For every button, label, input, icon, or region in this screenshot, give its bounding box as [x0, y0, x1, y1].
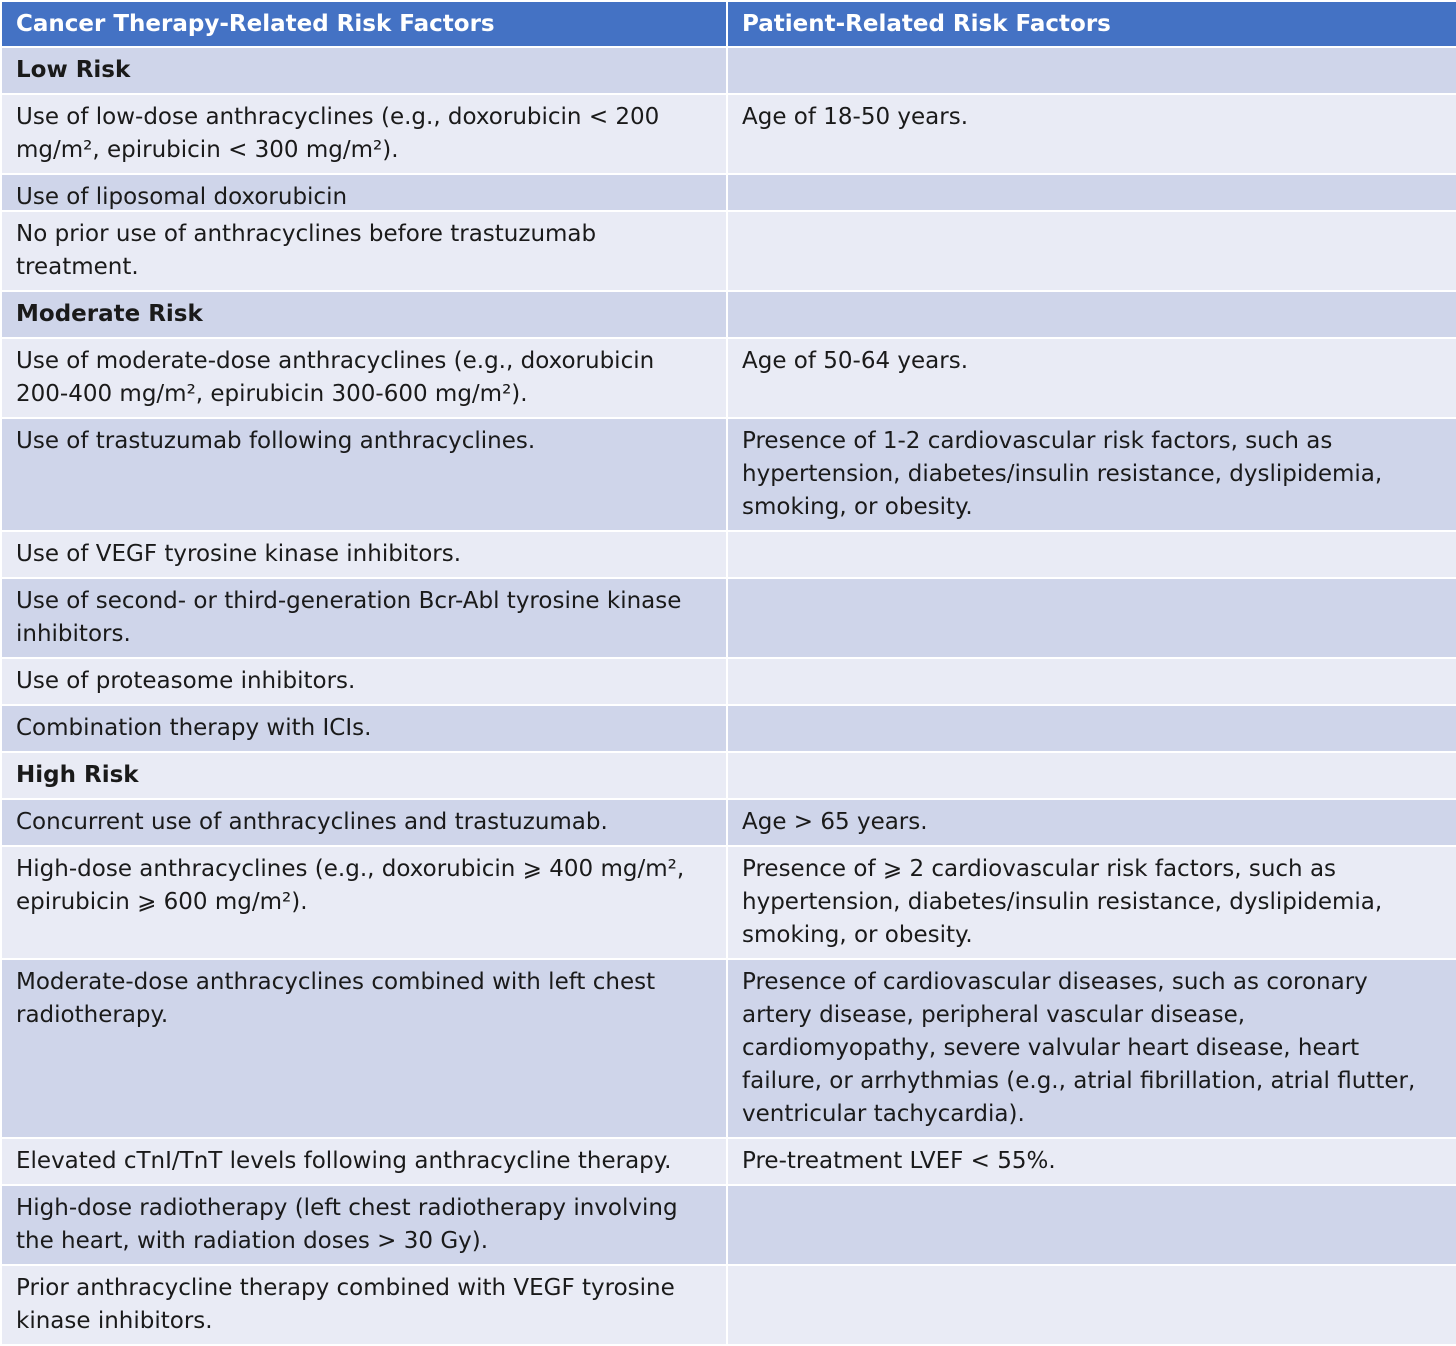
therapy-cell: High-dose anthracyclines (e.g., doxorubicin ⩾ 400 mg/m², epirubicin ⩾ 600 mg/m²). [1, 846, 727, 959]
patient-cell [727, 1185, 1456, 1265]
patient-cell [727, 211, 1456, 291]
section-label: Moderate Risk [1, 291, 727, 338]
therapy-cell [1, 174, 727, 211]
patient-cell [727, 174, 1456, 211]
table-row [1, 959, 1456, 1138]
therapy-cell: Use of low-dose anthracyclines (e.g., doxorubicin < 200 mg/m², epirubicin < 300 mg/m²). [1, 94, 727, 174]
table-row [1, 799, 1456, 846]
patient-cell [727, 705, 1456, 752]
table-row [1, 705, 1456, 752]
section-label: Low Risk [1, 47, 727, 94]
patient-cell: Age of 18-50 years. [727, 94, 1456, 174]
therapy-cell: Concurrent use of anthracyclines and trastuzumab. [1, 799, 727, 846]
therapy-cell: Use of moderate-dose anthracyclines (e.g., doxorubicin 200-400 mg/m², epirubicin 300-600 mg/m²). [1, 338, 727, 418]
section-row-high-risk [1, 752, 1456, 799]
patient-cell [727, 47, 1456, 94]
table-row [1, 338, 1456, 418]
therapy-cell: Combination therapy with ICIs. [1, 705, 727, 752]
table-row [1, 418, 1456, 531]
header-patient-risk: Patient-Related Risk Factors [727, 1, 1456, 47]
therapy-cell: Use of VEGF tyrosine kinase inhibitors. [1, 531, 727, 578]
table-row [1, 531, 1456, 578]
table-row [1, 1185, 1456, 1265]
section-row-moderate-risk [1, 291, 1456, 338]
table-row [1, 846, 1456, 959]
patient-cell [727, 578, 1456, 658]
therapy-cell: High-dose radiotherapy (left chest radiotherapy involving the heart, with radiation doses > 30 Gy). [1, 1185, 727, 1265]
patient-cell [727, 1265, 1456, 1345]
table-row [1, 174, 1456, 211]
therapy-cell: Elevated cTnI/TnT levels following anthracycline therapy. [1, 1138, 727, 1185]
therapy-cell: Moderate-dose anthracyclines combined with left chest radiotherapy. [1, 959, 727, 1138]
therapy-cell: No prior use of anthracyclines before trastuzumab treatment. [1, 211, 727, 291]
therapy-cell-text: Use of liposomal doxorubicin [16, 184, 348, 210]
patient-cell [727, 291, 1456, 338]
table-row [1, 658, 1456, 705]
table-row [1, 578, 1456, 658]
therapy-cell: Prior anthracycline therapy combined with VEGF tyrosine kinase inhibitors. [1, 1265, 727, 1345]
table-row [1, 1265, 1456, 1345]
header-therapy-risk: Cancer Therapy-Related Risk Factors [1, 1, 727, 47]
table-row [1, 94, 1456, 174]
therapy-cell: Use of proteasome inhibitors. [1, 658, 727, 705]
therapy-cell: Use of trastuzumab following anthracyclines. [1, 418, 727, 531]
patient-cell [727, 752, 1456, 799]
patient-cell: Pre-treatment LVEF < 55%. [727, 1138, 1456, 1185]
patient-cell: Presence of 1-2 cardiovascular risk factors, such as hypertension, diabetes/insulin resistance, dyslipidemia, smoking, or obesity. [727, 418, 1456, 531]
patient-cell [727, 658, 1456, 705]
patient-cell: Presence of cardiovascular diseases, such as coronary artery disease, peripheral vascular disease, cardiomyopathy, severe valvular heart disease, heart failure, or arrhythmias (e.g., atrial fibrillation, atrial flutter, ventricular tachycardia). [727, 959, 1456, 1138]
patient-cell: Presence of ⩾ 2 cardiovascular risk factors, such as hypertension, diabetes/insulin resistance, dyslipidemia, smoking, or obesity. [727, 846, 1456, 959]
section-label: High Risk [1, 752, 727, 799]
table-row [1, 211, 1456, 291]
table-row [1, 1138, 1456, 1185]
therapy-cell: Use of second- or third-generation Bcr-Abl tyrosine kinase inhibitors. [1, 578, 727, 658]
section-row-low-risk [1, 47, 1456, 94]
patient-cell [727, 531, 1456, 578]
patient-cell: Age > 65 years. [727, 799, 1456, 846]
patient-cell: Age of 50-64 years. [727, 338, 1456, 418]
header-row [1, 1, 1456, 47]
